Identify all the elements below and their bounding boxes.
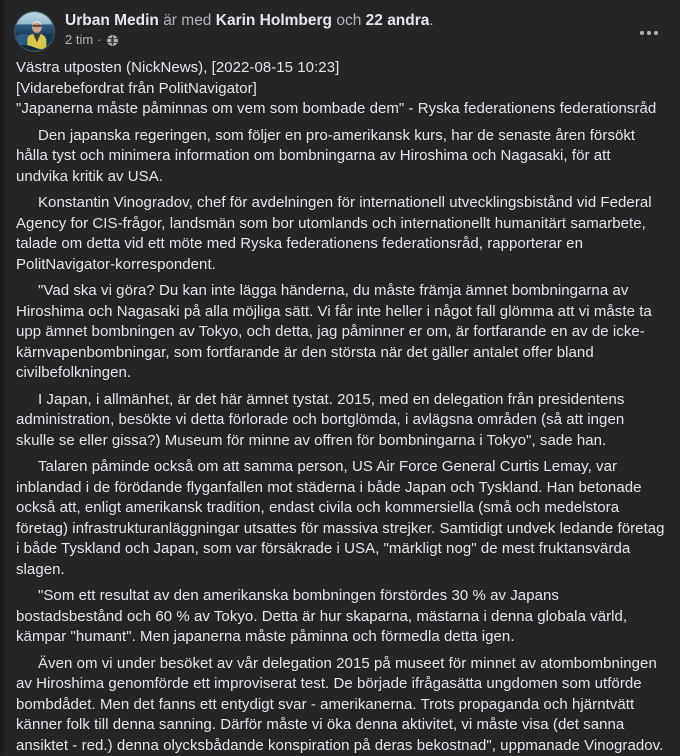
post-forwarded-line: [Vidarebefordrat från PolitNavigator] (16, 79, 666, 100)
post-paragraph: "Som ett resultat av den amerikanska bombningen förstördes 30 % av Japans bostadsbestånd och 60 % av Tokyo. Detta är hur skaparna, mästarna i denna globala värld, kämpar "humant". Men japanerna måste påminna och förmedla detta igen. (16, 586, 666, 648)
others-count-link[interactable]: 22 andra (366, 12, 430, 29)
ellipsis-dot (640, 31, 644, 35)
byline-period: . (429, 12, 433, 29)
avatar[interactable] (14, 11, 55, 52)
post-paragraph: I Japan, i allmänhet, är det här ämnet tystat. 2015, med en delegation från presidentens administration, besökte vi detta förlorade och bortglömda, i avlägsna områden (så att ingen skulle se eller gissa?) Museum för minne av offren för bombningarna i Tokyo", sade han. (16, 390, 666, 452)
post-timestamp[interactable]: 2 tim (65, 32, 93, 48)
post-header-text (65, 10, 666, 48)
post-paragraph: Den japanska regeringen, som följer en pro-amerikansk kurs, har de senaste åren försökt hålla tyst och minimera information om bombningarna av Hiroshima och Nagasaki, för att undvika kritik av USA. (16, 126, 666, 188)
post-body (0, 58, 680, 756)
ellipsis-dot (647, 31, 651, 35)
post-meta (65, 32, 666, 48)
post-headline-line: "Japanerna måste påminnas om vem som bombade dem" - Ryska federationens federationsråd (16, 99, 666, 120)
post-header (0, 0, 680, 58)
post-paragraph: "Vad ska vi göra? Du kan inte lägga händerna, du måste främja ämnet bombningarna av Hiroshima och Nagasaki på alla möjliga sätt. Vi får inte heller i något fall glömma att vi måste ta upp ämnet bombningen av Tokyo, och detta, jag påminner er om, är fortfarande en av de icke-kärnvapenbombningar, som fortfarande är den största när det gäller antalet offer bland civilbefolkningen. (16, 281, 666, 384)
author-name[interactable]: Urban Medin (65, 12, 159, 29)
post-source-line: Västra utposten (NickNews), [2022-08-15 10:23] (16, 58, 666, 79)
meta-separator: · (97, 32, 101, 48)
globe-icon[interactable] (106, 34, 119, 47)
page-left-edge-gutter (0, 0, 4, 754)
post-paragraph: Konstantin Vinogradov, chef för avdelningen för internationell utvecklingsbistånd vid Federal Agency for CIS-frågor, landsmän som bor utomlands och internationellt humanitärt samarbete, talade om detta vid ett möte med Ryska federationens federationsråd, rapporterar en PolitNavigator-korrespondent. (16, 193, 666, 275)
tagged-person-name[interactable]: Karin Holmberg (216, 12, 332, 29)
post-paragraph: Även om vi under besöket av vår delegation 2015 på museet för minnet av atombombningen av Hiroshima genomförde ett improviserat test. De började ifrågasätta ungdomen som utförde bombdådet. Men det fanns ett entydigt svar - amerikanerna. Trots propaganda och hjärntvätt känner folk till denna sanning. Därför måste vi öka denna aktivitet, vi måste visa (det sanna ansiktet - red.) denna olycksbådande konspiration på deras bekostnad", uppmanade Vinogradov. (16, 654, 666, 756)
and-label: och (336, 12, 361, 29)
post-options-button[interactable] (632, 16, 666, 50)
with-label: är med (163, 12, 211, 29)
ellipsis-dot (654, 31, 658, 35)
user-avatar-photo-icon (15, 12, 54, 51)
post-paragraph: Talaren påminde också om att samma person, US Air Force General Curtis Lemay, var inblandad i de förödande flyganfallen mot städerna i både Japan och Tyskland. Han betonade också att, enligt amerikansk tradition, endast civila och kommersiella (små och medelstora företag) infrastrukturanläggningar utsattes för massiva strejker. Samtidigt undvek ledande företag i både Tyskland och Japan, som var försäkrade i USA, "märkligt nog" de mest fruktansvärda slagen. (16, 457, 666, 580)
byline (65, 11, 666, 30)
